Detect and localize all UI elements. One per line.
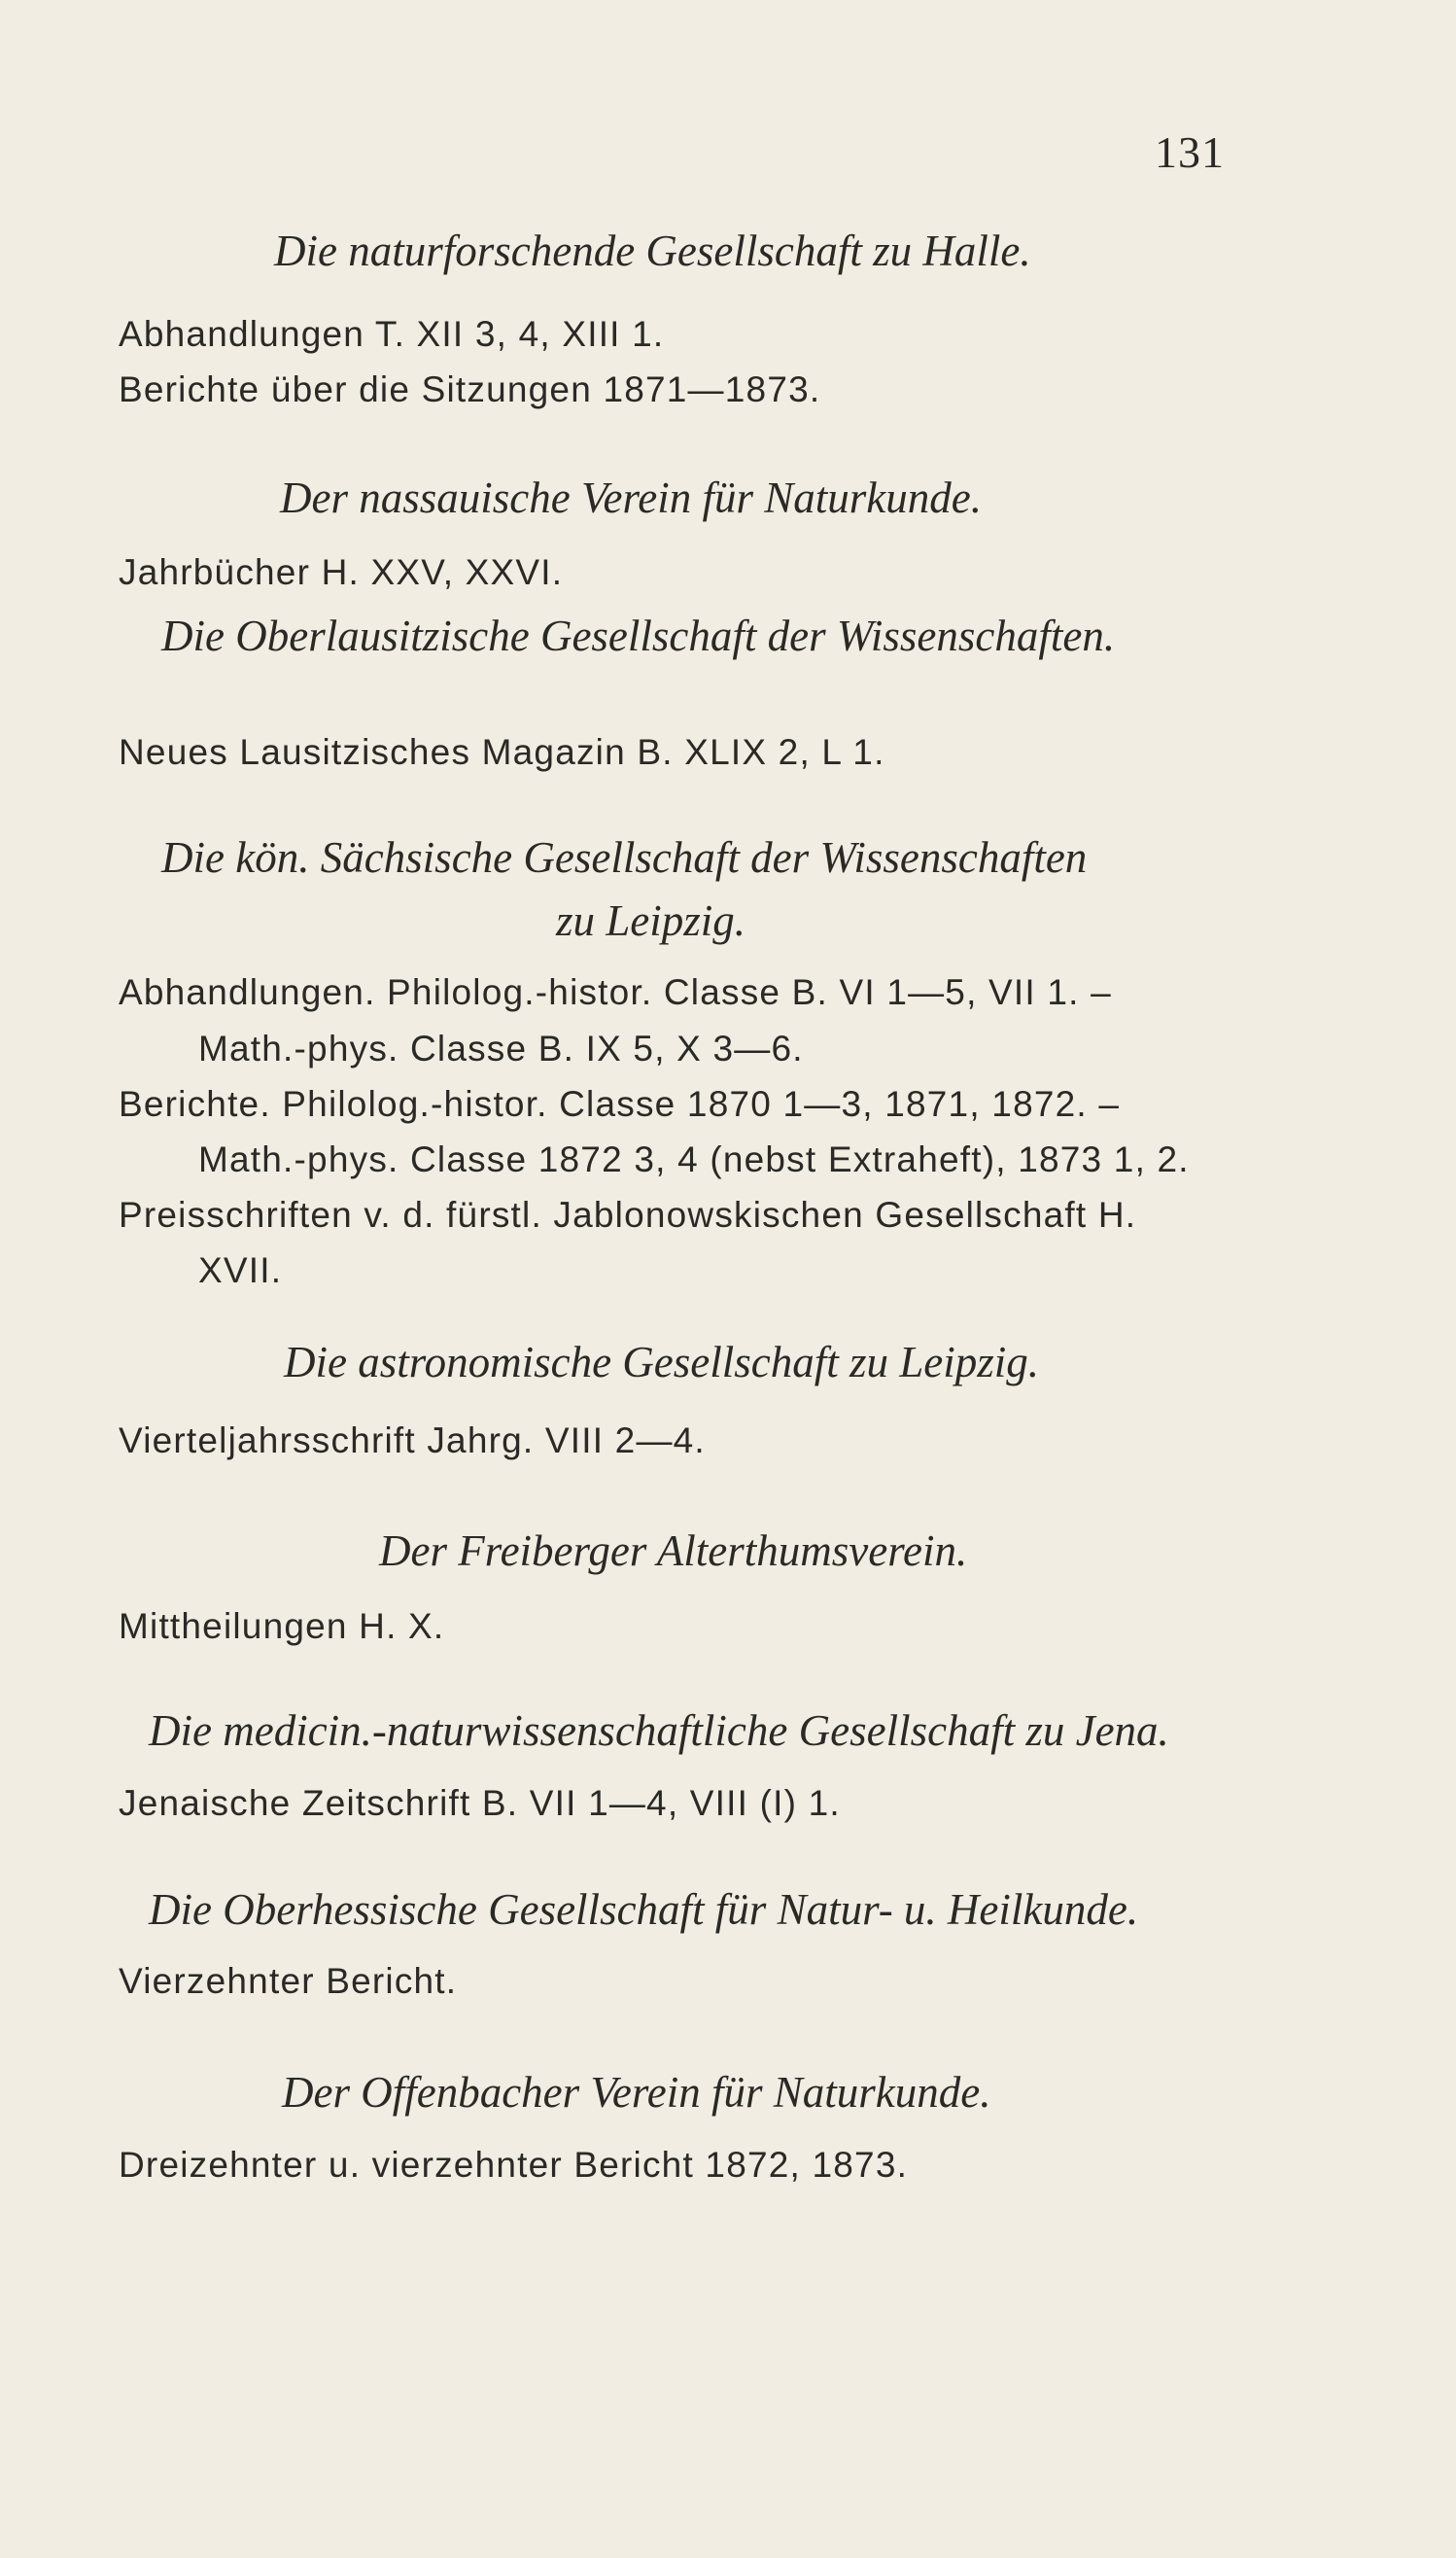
section-heading: Der Offenbacher Verein für Naturkunde.	[282, 2068, 991, 2117]
entry-line: Vierzehnter Bericht.	[119, 1961, 458, 2001]
entry-line: Math.-phys. Classe 1872 3, 4 (nebst Extraheft), 1873 1, 2.	[198, 1139, 1190, 1179]
entry-line: Jenaische Zeitschrift B. VII 1—4, VIII (I) 1.	[119, 1783, 841, 1823]
section-heading: Die medicin.-naturwissenschaftliche Gesellschaft zu Jena.	[149, 1706, 1169, 1755]
section-heading: Die naturforschende Gesellschaft zu Halle.	[274, 227, 1031, 275]
entry-line: Abhandlungen T. XII 3, 4, XIII 1.	[119, 314, 665, 354]
entry-line: Math.-phys. Classe B. IX 5, X 3—6.	[198, 1029, 804, 1069]
entry-line: Mittheilungen H. X.	[119, 1606, 445, 1646]
section-heading: Der nassauische Verein für Naturkunde.	[280, 473, 982, 522]
entry-line: Preisschriften v. d. fürstl. Jablonowskischen Gesellschaft H.	[119, 1195, 1137, 1235]
entry-line: Dreizehnter u. vierzehnter Bericht 1872, 1873.	[119, 2145, 909, 2185]
section-heading: Die Oberhessische Gesellschaft für Natur- u. Heilkunde.	[149, 1885, 1139, 1934]
entry-line: Neues Lausitzisches Magazin B. XLIX 2, L 1.	[119, 732, 885, 772]
page-number: 131	[1155, 127, 1225, 177]
entry-line: Berichte über die Sitzungen 1871—1873.	[119, 369, 821, 409]
entry-line: XVII.	[198, 1250, 283, 1290]
entry-line: Abhandlungen. Philolog.-histor. Classe B. VI 1—5, VII 1. –	[119, 972, 1112, 1012]
section-heading: zu Leipzig.	[556, 896, 746, 945]
entry-line: Berichte. Philolog.-histor. Classe 1870 1—3, 1871, 1872. –	[119, 1084, 1121, 1124]
section-heading: Der Freiberger Alterthumsverein.	[379, 1526, 968, 1575]
section-heading: Die Oberlausitzische Gesellschaft der Wissenschaften.	[161, 612, 1116, 660]
section-heading: Die astronomische Gesellschaft zu Leipzig.	[284, 1338, 1040, 1386]
entry-line: Vierteljahrsschrift Jahrg. VIII 2—4.	[119, 1420, 706, 1460]
section-heading: Die kön. Sächsische Gesellschaft der Wissenschaften	[161, 833, 1088, 882]
entry-line: Jahrbücher H. XXV, XXVI.	[119, 552, 564, 592]
